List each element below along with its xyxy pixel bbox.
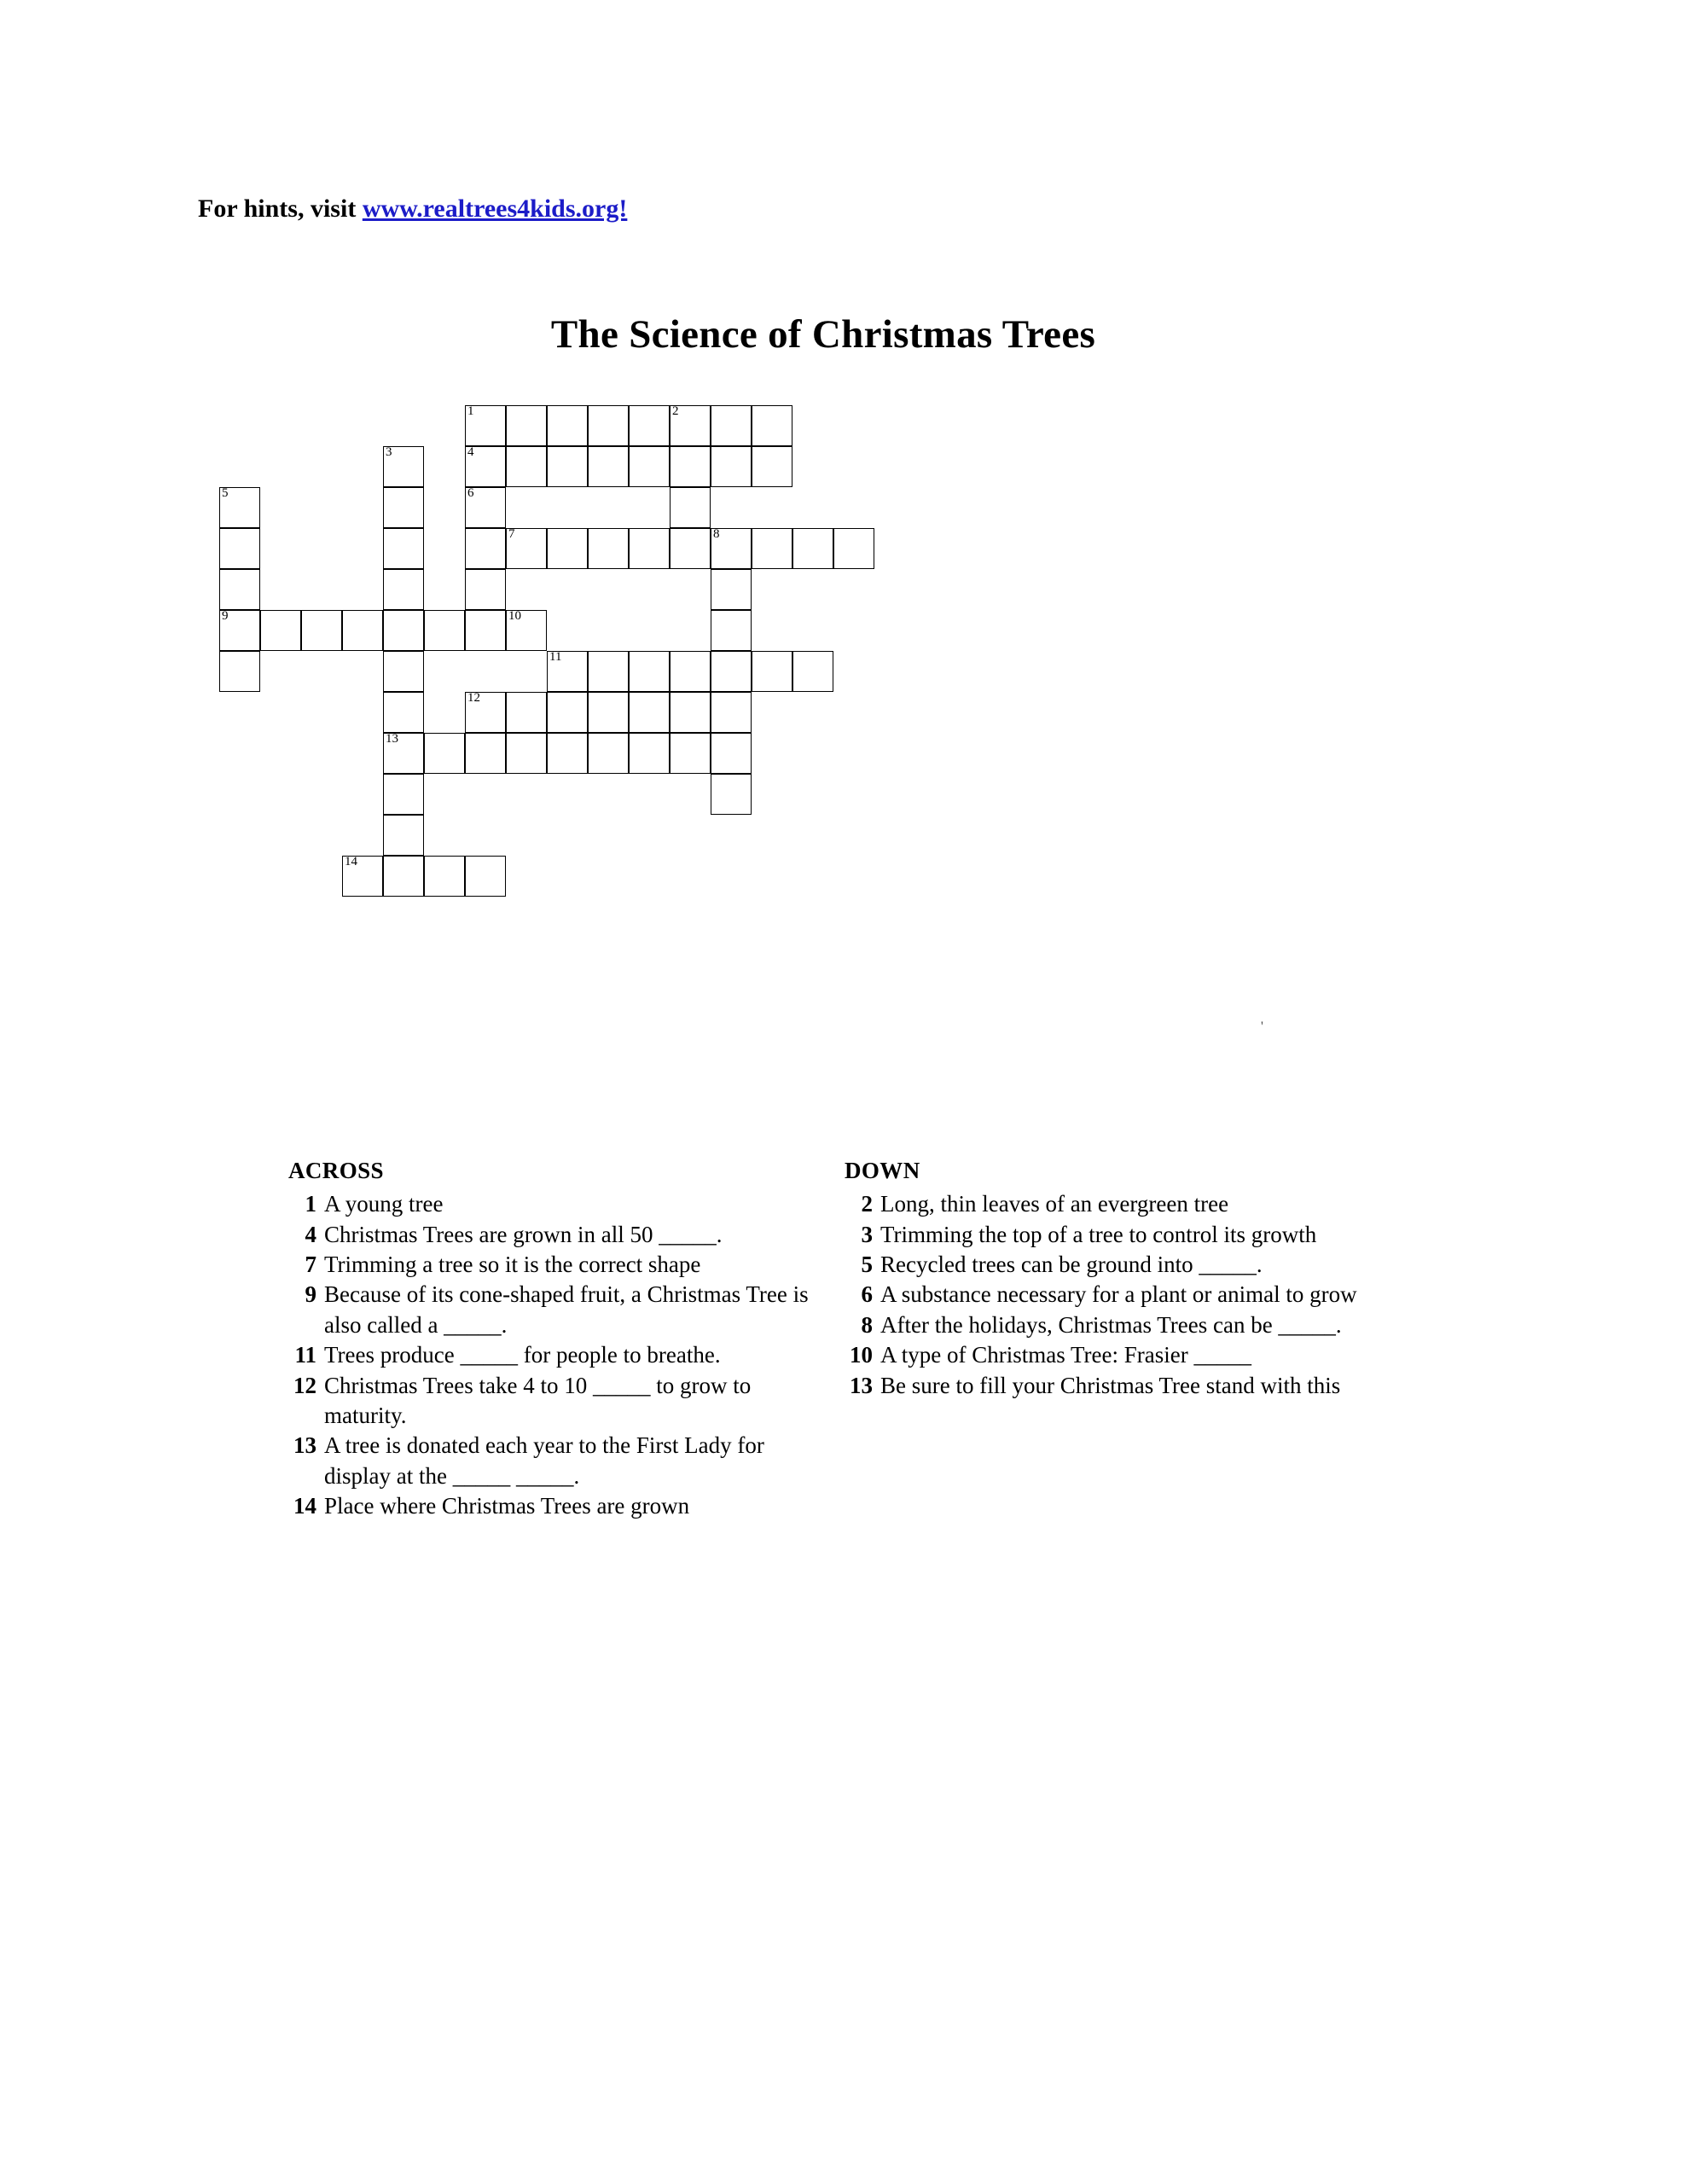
grid-cell[interactable] (219, 569, 260, 610)
grid-cell[interactable] (711, 528, 752, 569)
grid-cell[interactable] (465, 733, 506, 774)
cell-number: 2 (672, 404, 679, 418)
grid-cell[interactable] (383, 692, 424, 733)
clue-text: A young tree (324, 1191, 444, 1217)
clue-text: After the holidays, Christmas Trees can be _____. (880, 1311, 1342, 1338)
grid-cell[interactable] (506, 446, 547, 487)
across-clue (288, 1491, 826, 1521)
grid-cell[interactable] (670, 651, 711, 692)
grid-cell[interactable] (711, 692, 752, 733)
page-title: The Science of Christmas Trees (550, 312, 1096, 357)
grid-cell[interactable] (383, 528, 424, 569)
grid-cell[interactable] (711, 733, 752, 774)
clue-number: 5 (861, 1252, 873, 1278)
down-clue (845, 1220, 1390, 1250)
grid-cell[interactable] (219, 651, 260, 692)
crossword-grid[interactable] (0, 397, 1701, 1105)
hint-line (198, 195, 627, 224)
across-column (288, 1156, 826, 1521)
clue-number: 13 (293, 1432, 316, 1459)
grid-cell[interactable] (752, 405, 792, 446)
down-heading: DOWN (845, 1158, 920, 1183)
down-clue (845, 1310, 1390, 1340)
grid-cell[interactable] (547, 733, 588, 774)
across-clue (288, 1340, 826, 1370)
clue-number: 1 (305, 1191, 316, 1217)
grid-cell[interactable] (588, 446, 629, 487)
cell-number: 9 (222, 609, 229, 623)
grid-cell[interactable] (711, 651, 752, 692)
grid-cell[interactable] (383, 774, 424, 815)
grid-cell[interactable] (383, 446, 424, 487)
cell-number: 8 (713, 527, 720, 541)
grid-cell[interactable] (588, 528, 629, 569)
clue-number: 7 (305, 1252, 316, 1278)
clue-text: Because of its cone-shaped fruit, a Christmas Tree is also called a _____. (324, 1281, 809, 1338)
grid-cell[interactable] (547, 692, 588, 733)
grid-cell[interactable] (547, 528, 588, 569)
down-clue (845, 1340, 1390, 1370)
grid-cell[interactable] (506, 610, 547, 651)
grid-cell[interactable] (711, 405, 752, 446)
grid-cell[interactable] (301, 610, 342, 651)
clue-text: Place where Christmas Trees are grown (324, 1492, 690, 1519)
down-clue (845, 1189, 1390, 1219)
clue-number: 3 (861, 1221, 873, 1247)
clue-text: A type of Christmas Tree: Frasier _____ (880, 1342, 1251, 1368)
across-clue (288, 1280, 826, 1340)
grid-cell[interactable] (629, 692, 670, 733)
stray-mark: ' (1261, 1019, 1263, 1034)
clue-text: Trees produce _____ for people to breathe. (324, 1342, 721, 1368)
grid-cell[interactable] (424, 856, 465, 897)
cell-number: 3 (386, 445, 392, 459)
across-clue (288, 1431, 826, 1491)
across-heading: ACROSS (288, 1158, 384, 1183)
grid-cell[interactable] (465, 610, 506, 651)
clue-text: Christmas Trees are grown in all 50 _____. (324, 1221, 723, 1247)
grid-cell[interactable] (752, 651, 792, 692)
grid-cell[interactable] (670, 405, 711, 446)
grid-cell[interactable] (547, 446, 588, 487)
grid-cell[interactable] (792, 651, 833, 692)
cell-number: 7 (508, 527, 515, 541)
across-clue (288, 1250, 826, 1280)
grid-cell[interactable] (670, 528, 711, 569)
grid-cell[interactable] (383, 815, 424, 856)
clue-text: Trimming the top of a tree to control its growth (880, 1221, 1317, 1247)
grid-cell[interactable] (383, 610, 424, 651)
cell-number: 5 (222, 486, 229, 500)
across-clue-list (288, 1189, 826, 1521)
grid-cell[interactable] (629, 651, 670, 692)
hint-label: For hints, visit (198, 195, 363, 223)
cell-number: 13 (386, 732, 398, 746)
clue-text: Christmas Trees take 4 to 10 _____ to grow to maturity. (324, 1372, 752, 1428)
grid-cell[interactable] (588, 405, 629, 446)
down-clue (845, 1280, 1390, 1310)
grid-cell[interactable] (670, 733, 711, 774)
grid-cell[interactable] (588, 692, 629, 733)
grid-cell[interactable] (711, 610, 752, 651)
grid-cell[interactable] (506, 405, 547, 446)
down-column (845, 1156, 1390, 1401)
grid-cell[interactable] (711, 446, 752, 487)
clue-number: 10 (850, 1342, 873, 1368)
grid-cell[interactable] (670, 446, 711, 487)
grid-cell[interactable] (547, 405, 588, 446)
grid-cell[interactable] (465, 856, 506, 897)
cell-number: 10 (508, 609, 521, 623)
grid-cell[interactable] (506, 692, 547, 733)
grid-cell[interactable] (711, 569, 752, 610)
grid-cell[interactable] (383, 487, 424, 528)
grid-cell[interactable] (465, 569, 506, 610)
clue-number: 6 (861, 1281, 873, 1308)
grid-cell[interactable] (219, 610, 260, 651)
grid-cell[interactable] (465, 528, 506, 569)
down-clue (845, 1250, 1390, 1280)
grid-cell[interactable] (629, 528, 670, 569)
grid-cell[interactable] (465, 446, 506, 487)
grid-cell[interactable] (342, 610, 383, 651)
grid-cell[interactable] (465, 692, 506, 733)
grid-cell[interactable] (752, 446, 792, 487)
grid-cell[interactable] (670, 692, 711, 733)
cell-number: 6 (467, 486, 474, 500)
grid-cell[interactable] (506, 733, 547, 774)
grid-cell[interactable] (219, 487, 260, 528)
grid-cell[interactable] (260, 610, 301, 651)
cell-number: 12 (467, 691, 480, 705)
grid-cell[interactable] (792, 528, 833, 569)
grid-cell[interactable] (383, 651, 424, 692)
grid-cell[interactable] (629, 446, 670, 487)
grid-cell[interactable] (588, 651, 629, 692)
clue-number: 4 (305, 1221, 316, 1247)
down-clue-list (845, 1189, 1390, 1401)
clue-text: Be sure to fill your Christmas Tree stand with this (880, 1372, 1341, 1398)
across-clue (288, 1220, 826, 1250)
grid-cell[interactable] (752, 528, 792, 569)
grid-cell[interactable] (629, 405, 670, 446)
clue-text: A tree is donated each year to the First Lady for display at the _____ _____. (324, 1432, 764, 1489)
grid-cell[interactable] (383, 856, 424, 897)
cell-number: 14 (345, 855, 357, 868)
clue-number: 8 (861, 1311, 873, 1338)
grid-cell[interactable] (219, 528, 260, 569)
cell-number: 4 (467, 445, 474, 459)
grid-cell[interactable] (588, 733, 629, 774)
clue-number: 11 (294, 1342, 316, 1368)
clue-number: 2 (861, 1191, 873, 1217)
clue-text: A substance necessary for a plant or animal to grow (880, 1281, 1357, 1308)
clue-text: Trimming a tree so it is the correct shape (324, 1252, 701, 1278)
grid-cell[interactable] (711, 774, 752, 815)
across-clue (288, 1371, 826, 1432)
grid-cell[interactable] (383, 569, 424, 610)
grid-cell[interactable] (424, 733, 465, 774)
clue-text: Recycled trees can be ground into _____. (880, 1252, 1263, 1278)
grid-cell[interactable] (629, 733, 670, 774)
cell-number: 1 (467, 404, 474, 418)
grid-cell[interactable] (465, 487, 506, 528)
realtrees4kids-link[interactable]: www.realtrees4kids.org! (362, 195, 628, 223)
clue-text: Long, thin leaves of an evergreen tree (880, 1191, 1229, 1217)
clue-number: 9 (305, 1281, 316, 1308)
clue-number: 14 (293, 1492, 316, 1519)
grid-cell[interactable] (424, 610, 465, 651)
grid-cell[interactable] (670, 487, 711, 528)
clue-number: 12 (293, 1372, 316, 1398)
across-clue (288, 1189, 826, 1219)
grid-cell[interactable] (547, 651, 588, 692)
grid-cell[interactable] (342, 856, 383, 897)
grid-cell[interactable] (383, 733, 424, 774)
grid-cell[interactable] (833, 528, 874, 569)
cell-number: 11 (549, 650, 562, 664)
clue-number: 13 (850, 1372, 873, 1398)
down-clue (845, 1371, 1390, 1401)
grid-cell[interactable] (465, 405, 506, 446)
grid-cell[interactable] (506, 528, 547, 569)
